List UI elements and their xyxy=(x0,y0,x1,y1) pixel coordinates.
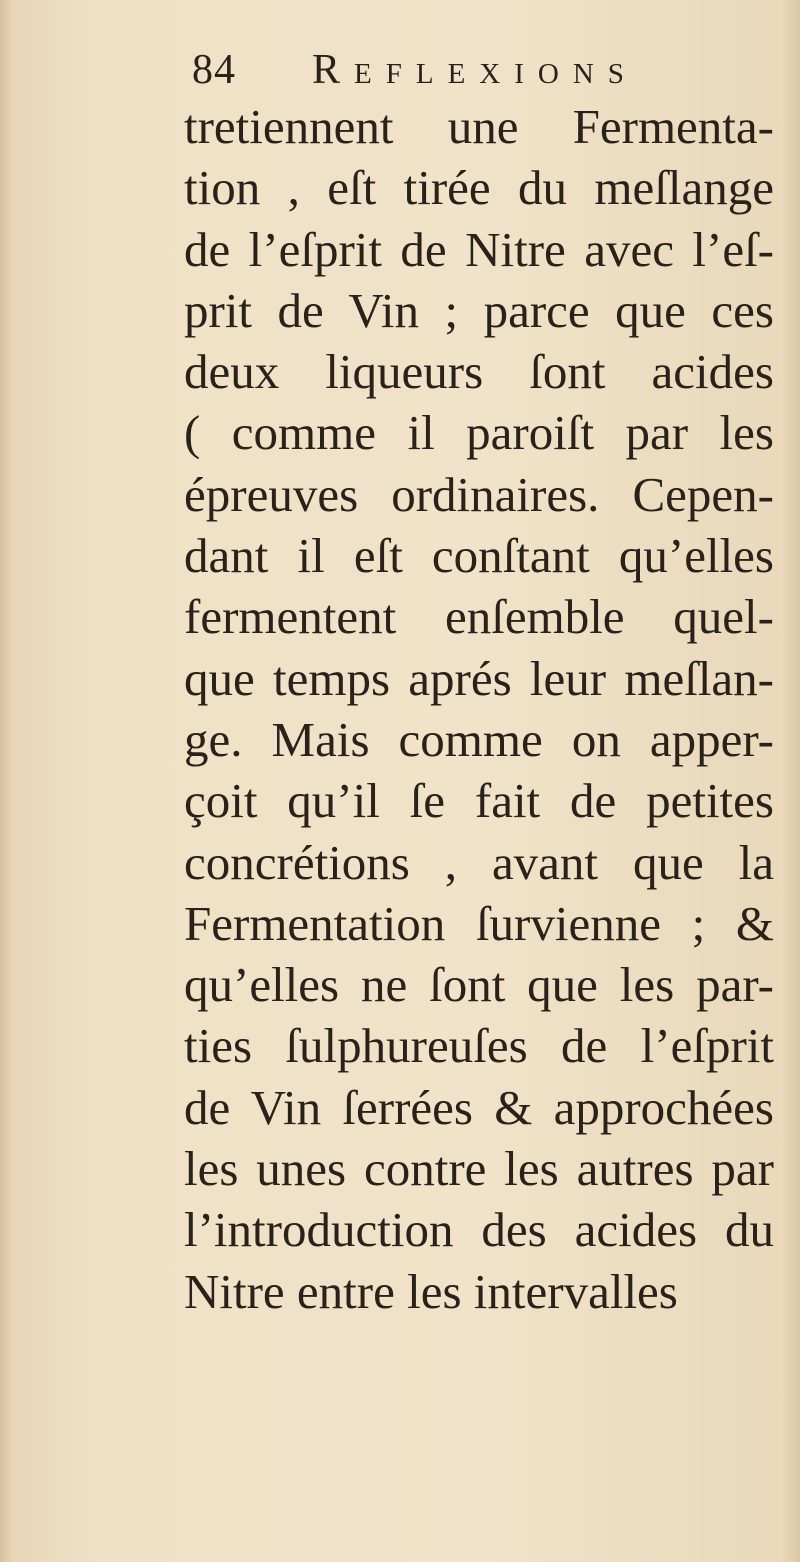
text-line: l’introduction des acides du xyxy=(184,1202,774,1258)
text-line: les unes contre les autres par xyxy=(184,1141,774,1197)
text-line: fermentent enſemble quel- xyxy=(184,589,774,645)
running-title: Reflexions xyxy=(312,47,638,93)
text-line: Nitre entre les intervalles xyxy=(184,1263,678,1319)
text-line: ties ſulphureuſes de l’eſprit xyxy=(184,1018,774,1074)
text-line: Fermentation ſurvienne ; & xyxy=(184,895,774,951)
text-line: deux liqueurs ſont acides xyxy=(184,344,774,400)
text-line: qu’elles ne ſont que les par- xyxy=(184,957,774,1013)
text-line: dant il eſt conſtant qu’elles xyxy=(184,528,774,584)
text-line: tion , eſt tirée du meſlange xyxy=(184,160,774,216)
text-line: que temps aprés leur meſlan- xyxy=(184,650,774,706)
text-line: ( comme il paroiſt par les xyxy=(184,405,774,461)
page-edge-shadow-right xyxy=(782,0,800,1562)
text-line: çoit qu’il ſe fait de petites xyxy=(184,773,774,829)
text-line: de l’eſprit de Nitre avec l’eſ- xyxy=(184,221,774,277)
page-edge-shadow-left xyxy=(0,0,14,1562)
page-number: 84 xyxy=(192,47,236,93)
text-line: tretiennent une Fermenta- xyxy=(184,99,774,154)
text-line: concrétions , avant que la xyxy=(184,834,774,890)
page-header xyxy=(186,40,706,100)
body-text xyxy=(184,96,774,1322)
text-line: prit de Vin ; parce que ces xyxy=(184,282,774,338)
text-line: épreuves ordinaires. Cepen- xyxy=(184,466,774,522)
text-line: ge. Mais comme on apper- xyxy=(184,711,774,767)
text-line: de Vin ſerrées & approchées xyxy=(184,1079,774,1135)
